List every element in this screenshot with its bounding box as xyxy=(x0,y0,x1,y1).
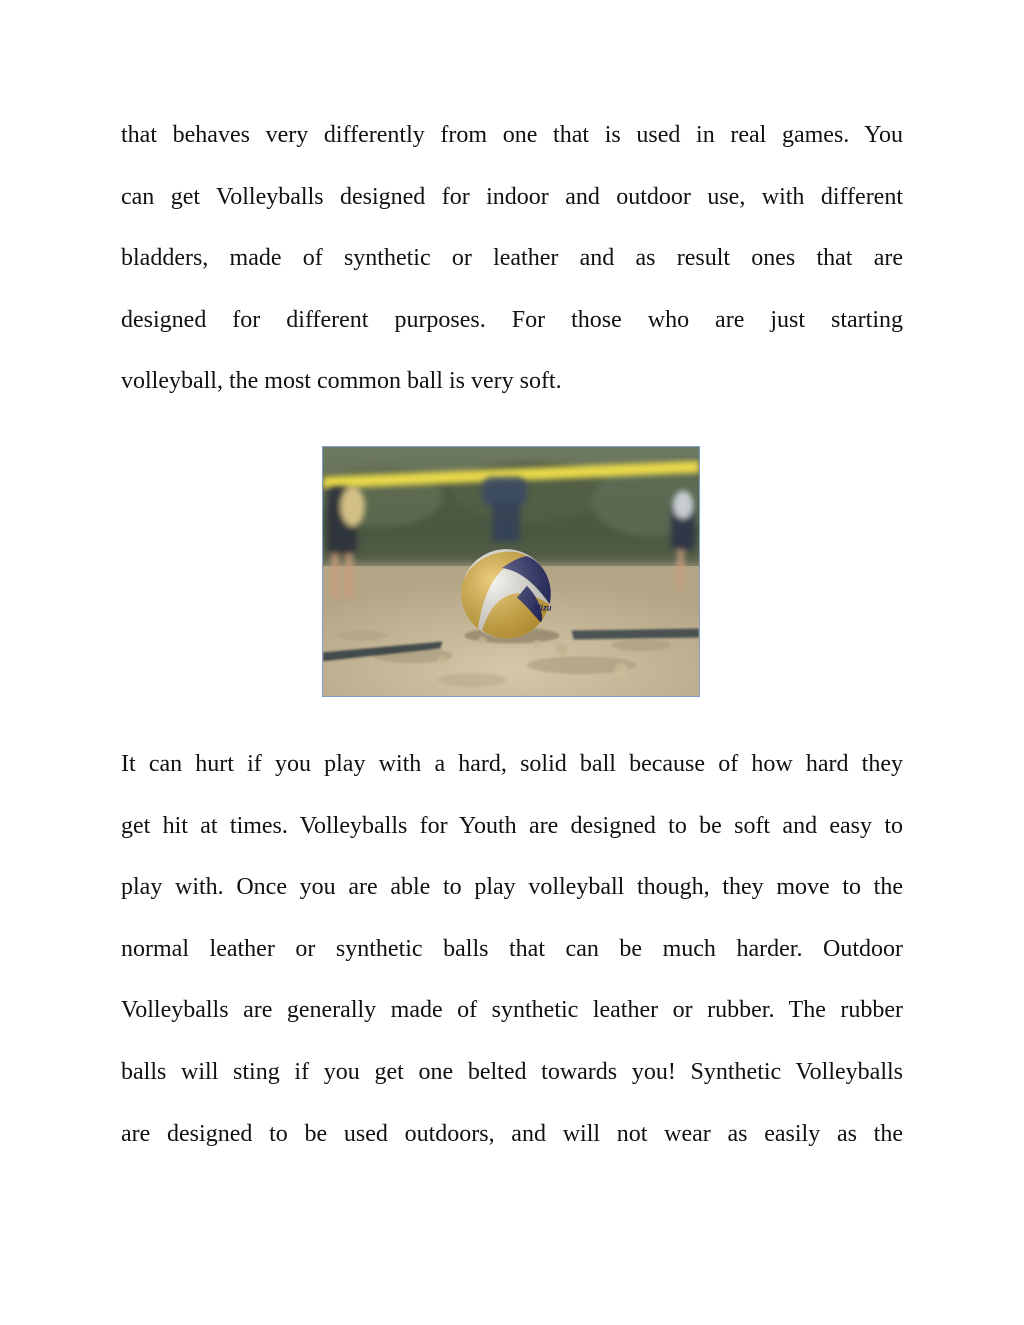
paragraph-1-line: can get Volleyballs designed for indoor and outdoor use, with different xyxy=(121,183,903,210)
paragraph-2-line: Volleyballs are generally made of synthetic leather or rubber. The rubber xyxy=(121,997,903,1024)
paragraph-1-line: bladders, made of synthetic or leather and as result ones that are xyxy=(121,245,903,272)
paragraph-2-line: get hit at times. Volleyballs for Youth are designed to be soft and easy to xyxy=(121,812,903,839)
paragraph-2-line: It can hurt if you play with a hard, solid ball because of how hard they xyxy=(121,751,903,777)
paragraph-1-line: volleyball, the most common ball is very soft. xyxy=(121,368,562,395)
beach-volleyball-photo xyxy=(322,446,700,697)
paragraph-2-line: normal leather or synthetic balls that can be much harder. Outdoor xyxy=(121,935,903,962)
ball-logo-text: Mizu xyxy=(533,603,552,613)
paragraph-1-line: designed for different purposes. For those who are just starting xyxy=(121,306,903,333)
paragraph-1-line: that behaves very differently from one that is used in real games. You xyxy=(121,122,903,148)
paragraph-2 xyxy=(121,734,903,1165)
paragraph-2-line: are designed to be used outdoors, and will not wear as easily as the xyxy=(121,1120,903,1147)
paragraph-2-line: balls will sting if you get one belted towards you! Synthetic Volleyballs xyxy=(121,1058,903,1085)
paragraph-2-line: play with. Once you are able to play volleyball though, they move to the xyxy=(121,874,903,901)
paragraph-1 xyxy=(121,105,903,413)
